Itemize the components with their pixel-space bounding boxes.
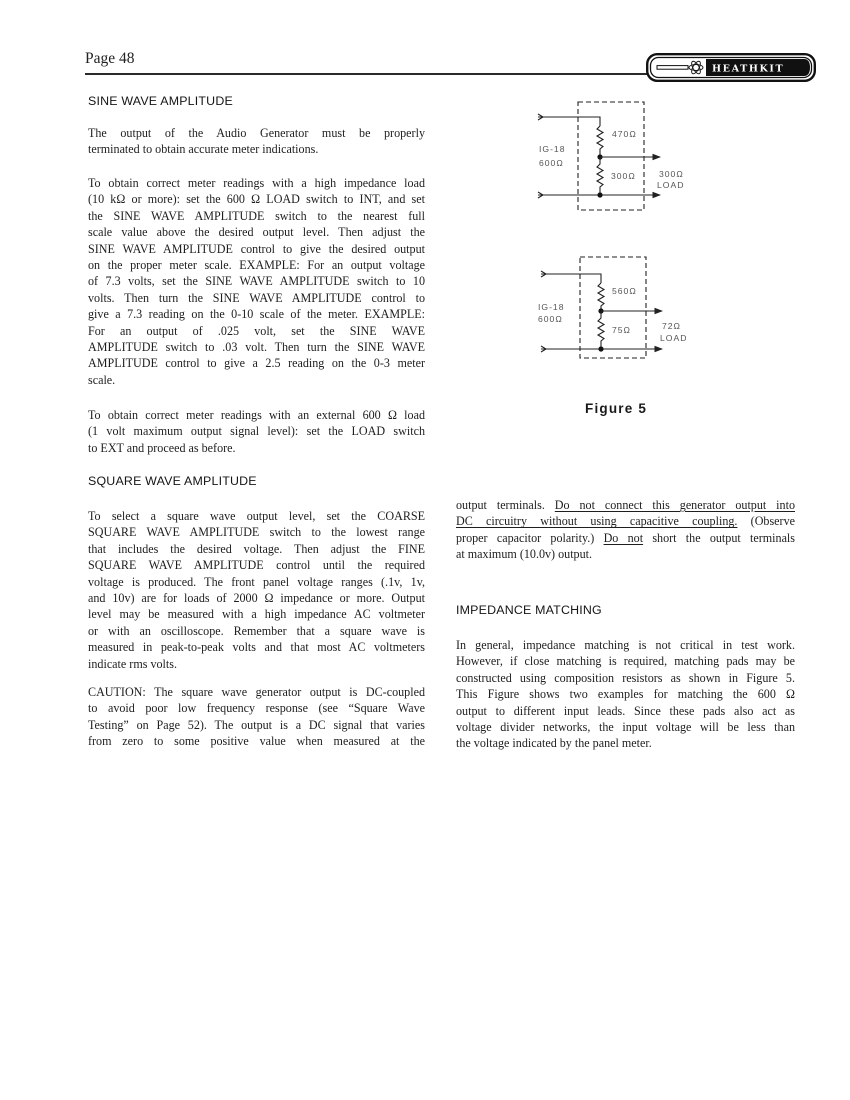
input-lead-top [538,117,600,126]
resistor-series-icon [598,283,604,311]
junction-dot [598,346,603,351]
text-line [456,546,795,562]
text-line: from zero to some positive value when measured at the [88,734,425,749]
text-line: However, if close matching is required, matching pads may be [456,654,795,669]
text-line: or with an oscilloscope. Remember that a square wave is [88,623,425,638]
section-heading-sine-wave: SINE WAVE AMPLITUDE [88,94,233,108]
text-line: measured in peak-to-peak volts and that most AC voltmeters [88,640,425,655]
text-line [456,530,795,546]
source-impedance-label: 600Ω [538,314,563,324]
pad-enclosure [580,257,646,358]
text-line: scale value above the desired output level. Then adjust the [88,225,425,240]
shunt-resistor-label: 75Ω [612,325,631,335]
text-line: level may be measured with a high impedance AC voltmeter [88,607,425,622]
text-segment: proper capacitor polarity.) [456,530,604,545]
input-lead-top [541,274,601,283]
load-label: LOAD [657,180,685,190]
text-line: In general, impedance matching is not critical in test work. [456,638,795,652]
text-line: to avoid poor low frequency response (see “Square Wave [88,701,425,716]
shunt-resistor-label: 300Ω [611,171,636,181]
text-line: and 10v) are for loads of 2000 Ω impedance or more. Output [88,590,425,605]
text-line [456,513,795,529]
section-heading-impedance-matching: IMPEDANCE MATCHING [456,603,602,617]
text-line: give a 7.3 reading on the 0-10 scale of the meter. EXAMPLE: [88,307,425,322]
text-line: SINE WAVE AMPLITUDE control to give the desired output [88,241,425,256]
text-segment: at maximum (10.0v) output. [456,547,593,562]
load-label: LOAD [660,333,688,343]
text-line: the voltage indicated by the panel meter. [456,736,652,751]
warning-underlined-text: Do not [603,530,644,545]
series-resistor-label: 470Ω [612,129,637,139]
section-heading-square-wave: SQUARE WAVE AMPLITUDE [88,474,257,488]
figure-caption: Figure 5 [585,401,648,416]
text-line: to EXT and proceed as before. [88,440,236,455]
series-resistor-label: 560Ω [612,286,637,296]
text-line: SQUARE WAVE AMPLITUDE control until the required [88,558,425,573]
logo-brand-text: HEATHKIT [712,63,785,75]
text-line: output to different input leads. Since these pads also act as [456,703,795,718]
impedance-paragraph [456,637,795,752]
text-line: CAUTION: The square wave generator output is DC-coupled [88,685,425,699]
text-line: To select a square wave output level, set the COARSE [88,509,425,523]
text-line: voltage is produced. The front panel voltage ranges (.1v, 1v, [88,574,425,589]
resistor-shunt-icon [598,311,604,349]
text-line: The output of the Audio Generator must be properly [88,126,425,140]
square-paragraph-1 [88,508,425,672]
load-impedance-label: 72Ω [662,321,681,331]
resistor-series-icon [597,126,603,157]
warning-underlined-text: Do not connect this generator output into [554,498,795,512]
text-line: terminated to obtain accurate meter indications. [88,142,319,157]
text-line: To obtain correct meter readings with a high impedance load [88,176,425,190]
source-model-label: IG-18 [539,144,566,154]
text-line: volts. Then turn the SINE WAVE AMPLITUDE control to [88,290,425,305]
junction-dot [597,192,602,197]
text-line: on the proper meter scale. EXAMPLE: For an output voltage [88,257,425,272]
resistor-shunt-icon [597,157,603,195]
source-impedance-label: 600Ω [539,158,564,168]
text-line: SQUARE WAVE AMPLITUDE switch to the lowest range [88,525,425,540]
text-line: AMPLITUDE switch to .03 volt. Then turn the SINE WAVE [88,339,425,354]
text-line: AMPLITUDE control to give a 2.5 reading on the 0-3 meter [88,356,425,371]
text-line: Testing” on Page 52). The output is a DC signal that varies [88,717,425,732]
caution-paragraph [88,684,425,750]
text-line: the SINE WAVE AMPLITUDE switch to the nearest full [88,208,425,223]
load-impedance-label: 300Ω [659,169,684,179]
source-model-label: IG-18 [538,302,565,312]
text-line: that includes the desired voltage. Then adjust the FINE [88,541,425,556]
text-segment: (Observe [737,514,795,529]
matching-pad-300-ohm [538,102,660,210]
text-line [456,497,795,513]
text-line: To obtain correct meter readings with an external 600 Ω load [88,408,425,422]
text-line: (10 kΩ or more): set the 600 Ω LOAD switch to INT, and set [88,192,425,207]
figure-5-diagram [0,0,850,420]
text-line: (1 volt maximum output signal level): set the LOAD switch [88,424,425,439]
text-line: scale. [88,372,116,387]
text-line: For an output of .025 volt, set the SINE WAVE [88,323,425,338]
text-line: This Figure shows two examples for matching the 600 Ω [456,687,795,702]
pad-enclosure [578,102,644,210]
text-line: indicate rms volts. [88,656,178,671]
text-line: of 7.3 volts, set the SINE WAVE AMPLITUDE switch to 10 [88,274,425,289]
continued-caution-paragraph [456,497,795,563]
text-line: voltage divider networks, the input voltage will be less than [456,719,795,734]
text-segment: output terminals. [456,498,555,512]
text-line: constructed using composition resistors as shown in Figure 5. [456,670,795,685]
warning-underlined-text: DC circuitry without using capacitive coupling. [456,514,738,529]
text-segment: short the output terminals [643,530,795,545]
page-number: Page 48 [85,50,135,67]
